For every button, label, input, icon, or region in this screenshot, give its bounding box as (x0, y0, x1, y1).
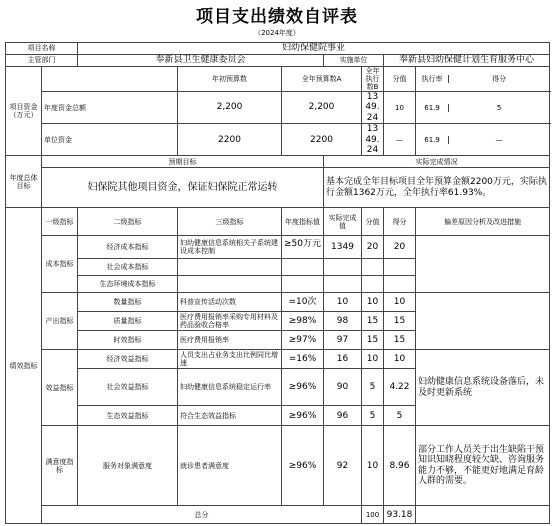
row-actual (324, 276, 362, 293)
row-l2: 生态效益指标 (78, 406, 178, 426)
funds-rate: 61.9 (416, 136, 449, 144)
row-target: ≥96% (282, 369, 324, 406)
head-reason: 偏差原因分析及改进措施 (416, 208, 550, 236)
funds-score: — (495, 135, 503, 144)
reason-benefit: 妇幼健康信息系统设备落后，未及时更新系统 (416, 350, 550, 426)
project-name-value: 妇幼保健院事业 (78, 43, 550, 55)
row-l3: 人员支出占业务支出比例同比增速 (178, 350, 282, 369)
row-l3: 医疗费用报销率 (178, 331, 282, 350)
funds-row-label: 年度资金总额 (42, 92, 178, 124)
row-target: ≥98% (282, 312, 324, 331)
row-l2: 社会成本指标 (78, 259, 178, 276)
row-l3: 妇幼健康信息系统相关子系统建设成本控制 (178, 236, 282, 259)
row-l2: 质量指标 (78, 312, 178, 331)
project-name-label: 项目名称 (6, 43, 78, 55)
funds-rate: 61.9 (416, 104, 449, 112)
row-weight: 5 (362, 369, 384, 406)
funds-row-label: 单位资金 (42, 124, 178, 156)
row-target (282, 259, 324, 276)
row-l2: 社会效益指标 (78, 369, 178, 406)
dept-label: 主管部门 (6, 55, 78, 67)
head-l1: 一级指标 (42, 208, 78, 236)
row-l3 (178, 259, 282, 276)
row-weight: 10 (362, 293, 384, 312)
head-score: 得分 (384, 208, 416, 236)
total-score: 93.18 (384, 506, 416, 524)
expected-text: 妇保院其他项目资金，保证妇保院正常运转 (42, 168, 324, 208)
group-cost: 成本指标 (42, 236, 78, 293)
row-score: 5 (384, 406, 416, 426)
funds-full-year: 2,200 (282, 92, 362, 124)
col-score: 得分 (492, 75, 507, 84)
row-actual: 92 (324, 426, 362, 506)
row-actual: 98 (324, 312, 362, 331)
reason-satisfaction: 部分工作人员关于出生缺陷干预知识知晓程度较欠缺、咨询服务能力不够，不能更好地满足育龄人群的需要。 (416, 426, 550, 506)
funds-score: 5 (496, 103, 502, 112)
perf-label: 绩效指标 (6, 208, 42, 524)
row-l2: 生态环境成本指标 (78, 276, 178, 293)
row-actual: 96 (324, 406, 362, 426)
row-score: 20 (384, 236, 416, 259)
row-l3: 医疗费用报销率采购专用材料及药品验收合格率 (178, 312, 282, 331)
col-executed: 全年执行数B (362, 67, 384, 92)
funds-weight: 10 (384, 92, 416, 124)
row-weight (362, 259, 384, 276)
col-weight: 分值 (384, 67, 416, 92)
row-score: 15 (384, 331, 416, 350)
row-actual: 90 (324, 369, 362, 406)
col-initial: 年初预算数 (178, 67, 282, 92)
row-actual: 10 (324, 293, 362, 312)
row-target: ≥96% (282, 406, 324, 426)
funds-full-year: 2200 (282, 124, 362, 156)
row-weight: 5 (362, 406, 384, 426)
funds-initial: 2200 (178, 124, 282, 156)
row-weight: 20 (362, 236, 384, 259)
year-label: （2024年度） (254, 29, 300, 37)
row-actual: 1349 (324, 236, 362, 259)
group-satisfaction: 满意度指标 (42, 426, 78, 506)
row-weight (362, 276, 384, 293)
impl-value: 奉新县妇幼保健计划生育服务中心 (384, 55, 550, 67)
head-l2: 二级指标 (78, 208, 178, 236)
row-score: 10 (384, 350, 416, 369)
row-l2: 经济成本指标 (78, 236, 178, 259)
dept-value: 奉新县卫生健康委员会 (78, 55, 324, 67)
row-l2: 数量指标 (78, 293, 178, 312)
row-target: ≥50万元 (282, 236, 324, 259)
row-l2: 服务对象满意度 (78, 426, 178, 506)
head-l3: 三级指标 (178, 208, 282, 236)
row-weight: 10 (362, 350, 384, 369)
funds-executed: 1349.24 (362, 92, 384, 124)
row-target: =10次 (282, 293, 324, 312)
row-score (384, 259, 416, 276)
col-full-year: 全年预算数A (282, 67, 362, 92)
row-l3: 妇幼健康信息系统稳定运行率 (178, 369, 282, 406)
funds-weight: — (384, 124, 416, 156)
row-l3: 符合生态效益指标 (178, 406, 282, 426)
row-l3: 科普宣传活动次数 (178, 293, 282, 312)
col-exec-rate: 执行率 (416, 75, 449, 83)
row-weight: 10 (362, 426, 384, 506)
actual-label: 实际完成情况 (324, 156, 550, 168)
page-title: 项目支出绩效自评表 (196, 7, 358, 27)
row-l3 (178, 276, 282, 293)
row-score: 8.96 (384, 426, 416, 506)
goal-label: 年度总体目标 (6, 156, 42, 208)
funds-label: 项目资金（万元） (6, 67, 42, 156)
funds-executed: 1349.24 (362, 124, 384, 156)
expected-label: 预期目标 (42, 156, 324, 168)
row-target: =16% (282, 350, 324, 369)
row-l2: 时效指标 (78, 331, 178, 350)
row-score: 15 (384, 312, 416, 331)
row-target: ≥97% (282, 331, 324, 350)
actual-text: 基本完成全年目标项目全年预算金额2200万元，实际执行金额1362万元，全年执行率61.93%。 (324, 168, 550, 208)
head-weight: 分值 (362, 208, 384, 236)
row-score: 4.22 (384, 369, 416, 406)
row-actual (324, 259, 362, 276)
row-score: 10 (384, 293, 416, 312)
row-target (282, 276, 324, 293)
row-target: ≥96% (282, 426, 324, 506)
row-score (384, 276, 416, 293)
total-label: 总分 (42, 506, 362, 524)
row-l2: 经济效益指标 (78, 350, 178, 369)
head-actual: 实际完成值 (324, 208, 362, 236)
row-l3: 就诊患者满意度 (178, 426, 282, 506)
row-actual: 16 (324, 350, 362, 369)
impl-label: 实施单位 (324, 55, 384, 67)
total-weight: 100 (362, 506, 384, 524)
evaluation-table (5, 42, 550, 524)
funds-initial: 2,200 (178, 92, 282, 124)
row-weight: 15 (362, 312, 384, 331)
head-target: 年度指标值 (282, 208, 324, 236)
row-actual: 97 (324, 331, 362, 350)
row-weight: 15 (362, 331, 384, 350)
group-benefit: 效益指标 (42, 350, 78, 426)
group-output: 产出指标 (42, 293, 78, 350)
